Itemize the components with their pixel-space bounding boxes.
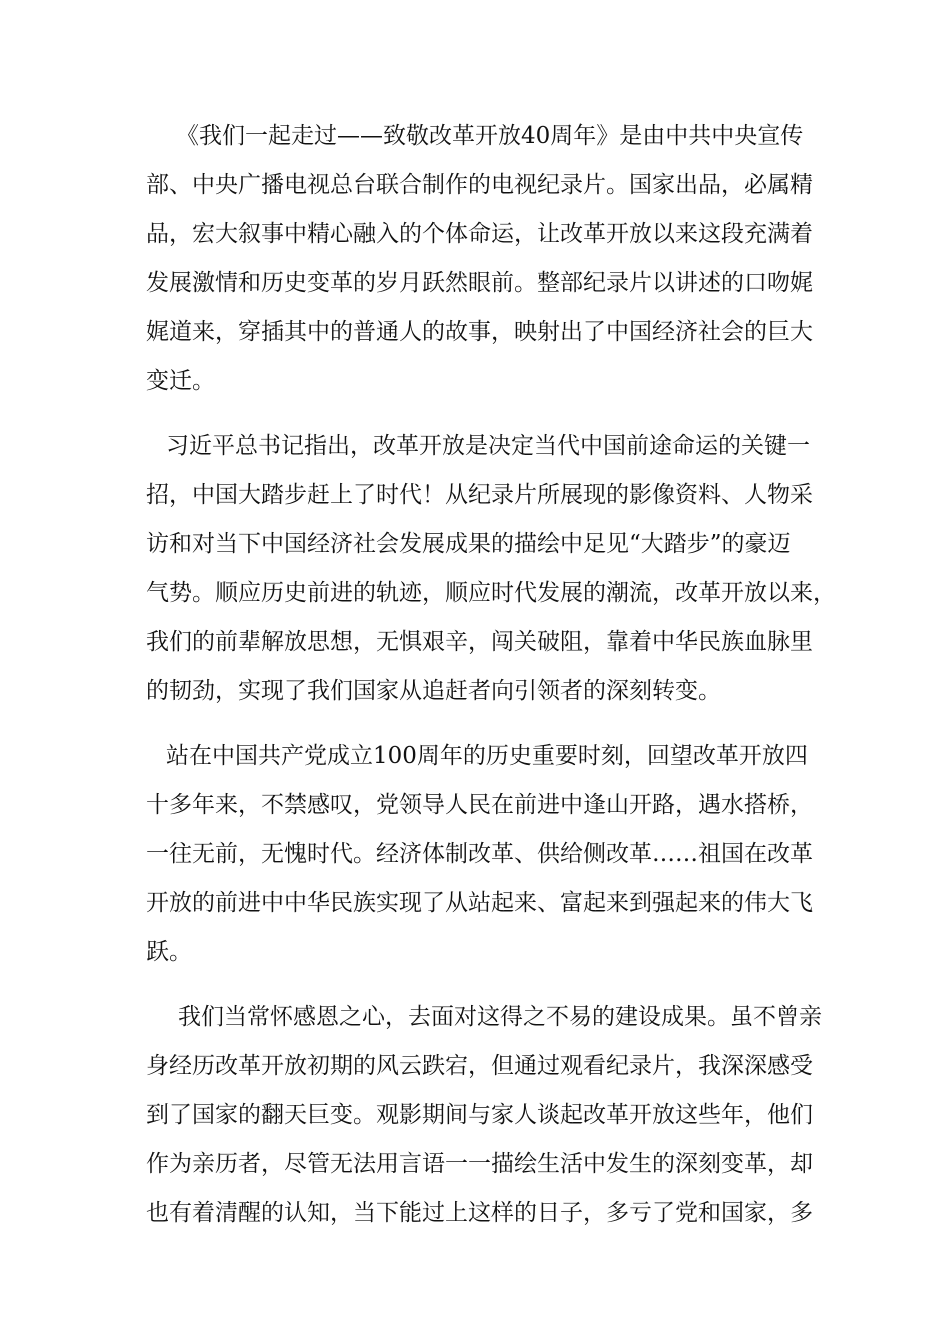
paragraph-1 (146, 112, 813, 406)
paragraph-line: 访和对当下中国经济社会发展成果的描绘中足见“大踏步”的豪迈 (146, 531, 791, 557)
paragraph-line: 部、中央广播电视总台联合制作的电视纪录片。国家出品，必属精 (146, 172, 813, 198)
paragraph-spacer (146, 977, 806, 993)
paragraph-line: 《我们一起走过——致敬改革开放40周年》是由中共中央宣传 (176, 123, 804, 149)
paragraph-spacer (146, 716, 806, 732)
paragraph-line: 我们当常怀感恩之心，去面对这得之不易的建设成果。虽不曾亲 (178, 1004, 822, 1030)
paragraph-line: 身经历改革开放初期的风云跌宕，但通过观看纪录片，我深深感受 (146, 1053, 813, 1079)
paragraph-line: 一往无前，无愧时代。经济体制改革、供给侧改革……祖国在改革 (146, 841, 813, 867)
paragraph-line: 变迁。 (146, 368, 215, 394)
paragraph-line: 发展激情和历史变革的岁月跃然眼前。整部纪录片以讲述的口吻娓 (146, 270, 813, 296)
document-body (146, 112, 836, 1238)
paragraph-line: 到了国家的翻天巨变。观影期间与家人谈起改革开放这些年，他们 (146, 1102, 813, 1128)
paragraph-line: 气势。顺应历史前进的轨迹，顺应时代发展的潮流，改革开放以来， (146, 580, 836, 606)
paragraph-spacer (146, 406, 806, 422)
paragraph-line: 也有着清醒的认知，当下能过上这样的日子，多亏了党和国家，多 (146, 1200, 813, 1226)
paragraph-line: 开放的前进中中华民族实现了从站起来、富起来到强起来的伟大飞 (146, 890, 813, 916)
paragraph-line: 站在中国共产党成立100周年的历史重要时刻，回望改革开放四 (166, 743, 808, 769)
paragraph-line: 我们的前辈解放思想，无惧艰辛，闯关破阻，靠着中华民族血脉里 (146, 629, 813, 655)
paragraph-3 (146, 732, 813, 977)
paragraph-line: 娓道来，穿插其中的普通人的故事，映射出了中国经济社会的巨大 (146, 319, 813, 345)
paragraph-line: 品，宏大叙事中精心融入的个体命运，让改革开放以来这段充满着 (146, 221, 813, 247)
paragraph-2 (146, 422, 836, 716)
paragraph-line: 招，中国大踏步赶上了时代！从纪录片所展现的影像资料、人物采 (146, 482, 813, 508)
paragraph-line: 的韧劲，实现了我们国家从追赶者向引领者的深刻转变。 (146, 678, 721, 704)
paragraph-line: 习近平总书记指出，改革开放是决定当代中国前途命运的关键一 (166, 433, 810, 459)
paragraph-line: 跃。 (146, 939, 192, 965)
paragraph-4 (146, 993, 822, 1238)
paragraph-line: 作为亲历者，尽管无法用言语一一描绘生活中发生的深刻变革，却 (146, 1151, 813, 1177)
paragraph-line: 十多年来，不禁感叹，党领导人民在前进中逢山开路，遇水搭桥， (146, 792, 813, 818)
